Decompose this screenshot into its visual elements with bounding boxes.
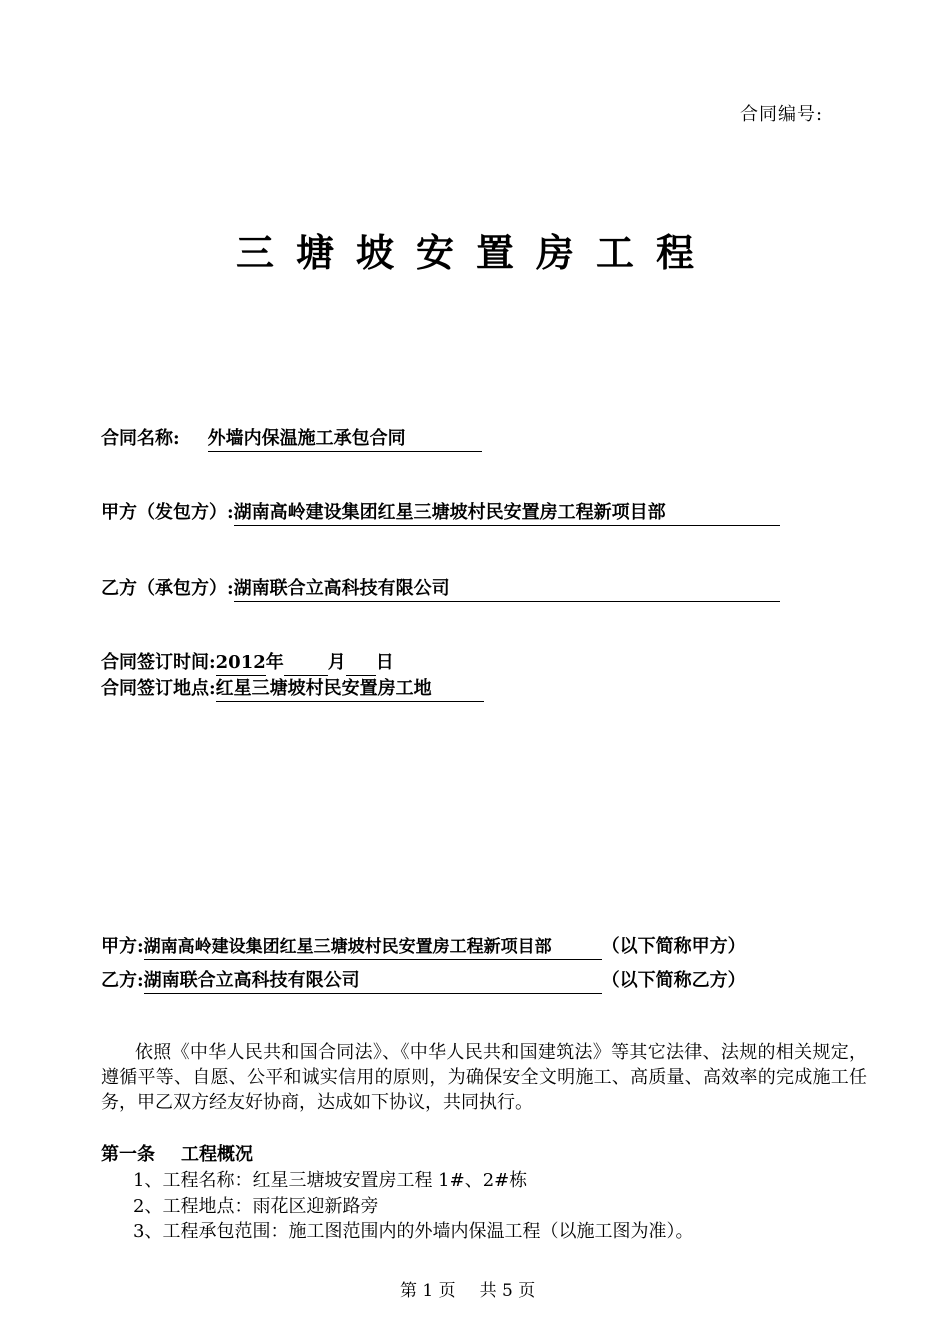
cover-party-b-value: 湖南联合立高科技有限公司 <box>234 578 780 602</box>
party-a-label: 甲方: <box>101 936 144 957</box>
document-title: 三塘坡安置房工程 <box>236 230 717 275</box>
article-1-title: 工程概况 <box>181 1144 253 1165</box>
signing-date-month-blank <box>284 655 328 676</box>
cover-party-a-value: 湖南高岭建设集团红星三塘坡村民安置房工程新项目部 <box>234 502 780 526</box>
article-1-item: 3、工程承包范围：施工图范围内的外墙内保温工程（以施工图为准）。 <box>133 1221 694 1242</box>
article-1-number: 第一条 <box>101 1144 155 1165</box>
cover-party-a-field <box>101 498 780 526</box>
contract-name-label: 合同名称: <box>101 428 180 449</box>
signing-date-year: 2012 <box>216 652 266 676</box>
contract-name-value: 外墙内保温施工承包合同 <box>208 428 482 452</box>
intro-paragraph: 依照《中华人民共和国合同法》、《中华人民共和国建筑法》等其它法律、法规的相关规定，遵循平等、自愿、公平和诚实信用的原则，为确保安全文明施工、高质量、高效率的完成施工任务，甲乙双方经友好协商，达成如下协议，共同执行。 <box>101 1042 867 1113</box>
page-current: 第 1 页 <box>400 1281 456 1301</box>
page-footer <box>400 1276 535 1301</box>
article-1-item: 2、工程地点：雨花区迎新路旁 <box>133 1196 379 1217</box>
party-a-suffix: （以下简称甲方） <box>601 936 746 957</box>
signing-date-field <box>101 648 394 676</box>
signing-date-month-unit: 月 <box>327 652 346 673</box>
page-total: 共 5 页 <box>479 1281 536 1301</box>
party-a-line <box>101 932 746 960</box>
contract-name-field <box>101 424 482 452</box>
article-1-heading <box>101 1140 253 1166</box>
signing-date-year-unit: 年 <box>265 652 284 673</box>
contract-number-label: 合同编号: <box>740 104 824 125</box>
cover-party-a-label: 甲方（发包方）: <box>101 502 234 523</box>
signing-date-day-unit: 日 <box>375 652 394 673</box>
party-b-label: 乙方: <box>101 970 144 991</box>
signing-place-label: 合同签订地点: <box>101 678 216 699</box>
signing-place-field <box>101 674 484 702</box>
cover-party-b-field <box>101 574 780 602</box>
signing-date-day-blank <box>346 655 376 676</box>
signing-place-value: 红星三塘坡村民安置房工地 <box>216 678 484 702</box>
party-b-value: 湖南联合立高科技有限公司 <box>144 970 602 994</box>
signing-date-label: 合同签订时间: <box>101 652 216 673</box>
party-b-line <box>101 966 746 994</box>
cover-party-b-label: 乙方（承包方）: <box>101 578 234 599</box>
party-b-suffix: （以下简称乙方） <box>601 970 746 991</box>
article-1-item: 1、工程名称：红星三塘坡安置房工程 1#、2#栋 <box>133 1170 528 1191</box>
party-a-value: 湖南高岭建设集团红星三塘坡村民安置房工程新项目部 <box>144 936 602 960</box>
